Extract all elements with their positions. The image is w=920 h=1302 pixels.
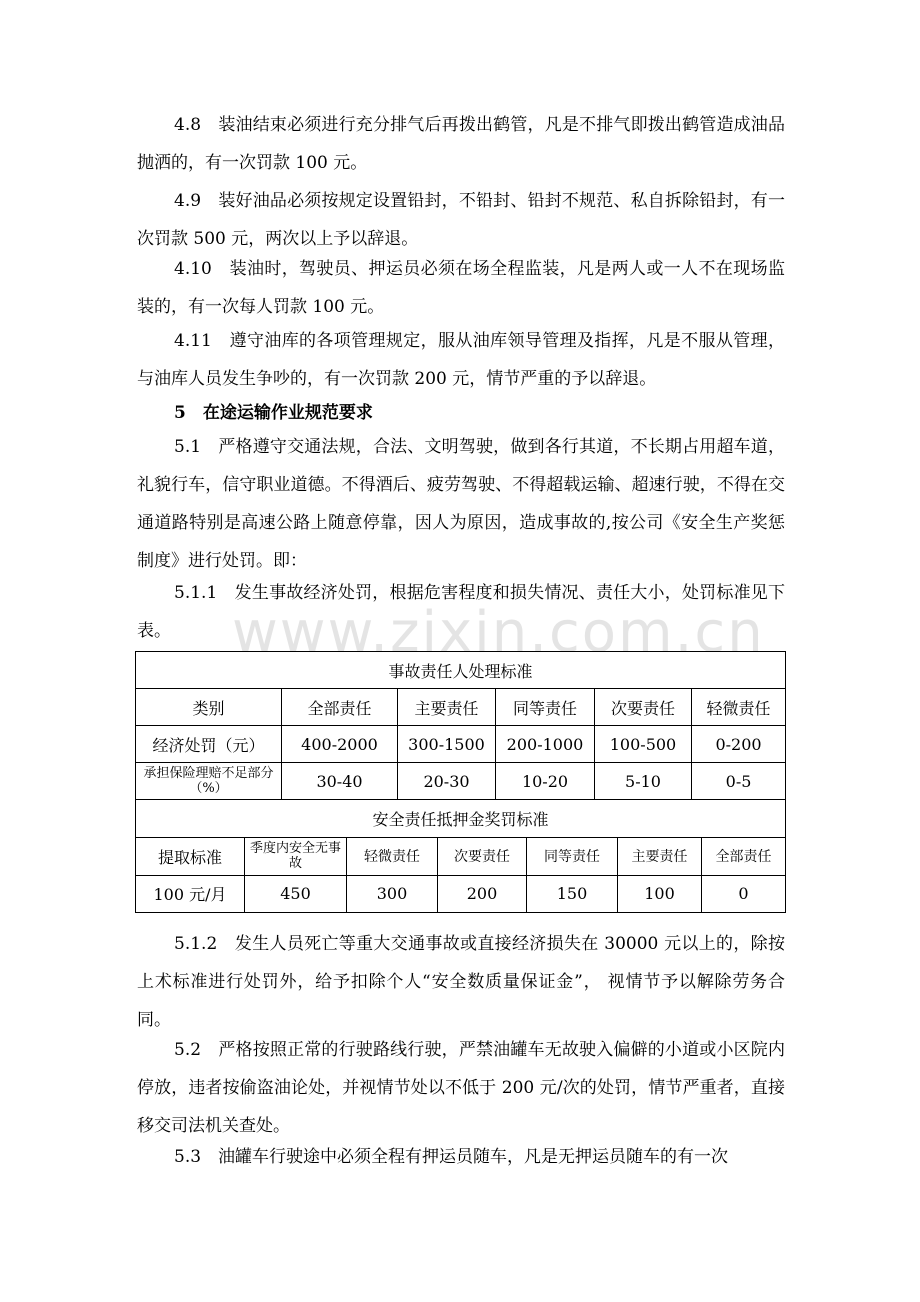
table-title: 安全责任抵押金奖罚标准 (136, 800, 786, 837)
table-cell: 300-1500 (398, 726, 496, 763)
table-cell: 200-1000 (496, 726, 595, 763)
row-label: 经济处罚（元） (136, 726, 282, 763)
table-cell: 150 (527, 875, 618, 912)
safety-deposit-table (135, 800, 786, 913)
table-row (136, 763, 786, 800)
header-cell: 主要责任 (618, 837, 702, 875)
table-cell: 0-5 (692, 763, 786, 800)
table-cell: 5-10 (595, 763, 692, 800)
paragraph-5-1-2: 5.1.2 发生人员死亡等重大交通事故或直接经济损失在 30000 元以上的，除按上术标准进行处罚外，给予扣除个人“安全数质量保证金”， 视情节予以解除劳务合同。 (137, 934, 785, 1030)
header-cell: 轻微责任 (347, 837, 438, 875)
table-cell: 20-30 (398, 763, 496, 800)
table-cell: 0-200 (692, 726, 786, 763)
table-row (136, 875, 786, 912)
header-cell: 主要责任 (398, 689, 496, 726)
header-cell: 同等责任 (527, 837, 618, 875)
table-cell: 450 (245, 875, 347, 912)
table-cell: 30-40 (282, 763, 398, 800)
table-cell: 10-20 (496, 763, 595, 800)
paragraph-5-3: 5.3 油罐车行驶途中必须全程有押运员随车，凡是无押运员随车的有一次 (174, 1147, 729, 1167)
row-label: 100 元/月 (136, 875, 245, 912)
paragraph-4-11: 4.11 遵守油库的各项管理规定，服从油库领导管理及指挥，凡是不服从管理，与油库人员发生争吵的，有一次罚款 200 元，情节严重的予以辞退。 (137, 331, 785, 389)
section-heading-5: 5 在途运输作业规范要求 (174, 403, 373, 423)
paragraph-5-2: 5.2 严格按照正常的行驶路线行驶，严禁油罐车无故驶入偏僻的小道或小区院内停放，违者按偷盗油论处，并视情节处以不低于 200 元/次的处罚，情节严重者，直接移交司法机关查处。 (137, 1040, 785, 1136)
paragraph-5-1: 5.1 严格遵守交通法规，合法、文明驾驶，做到各行其道，不长期占用超车道，礼貌行车，信守职业道德。不得酒后、疲劳驾驶、不得超载运输、超速行驶，不得在交通道路特别是高速公路上随意停靠，因人为原因，造成事故的,按公司《安全生产奖惩制度》进行处罚。即： (137, 437, 785, 571)
header-cell: 提取标准 (136, 837, 245, 875)
header-cell: 次要责任 (438, 837, 527, 875)
table-cell: 0 (702, 875, 786, 912)
watermark: www.zixin.com.cn (232, 600, 765, 665)
header-cell: 轻微责任 (692, 689, 786, 726)
paragraph-4-10: 4.10 装油时，驾驶员、押运员必须在场全程监装，凡是两人或一人不在现场监装的，有一次每人罚款 100 元。 (137, 259, 785, 317)
header-cell: 同等责任 (496, 689, 595, 726)
table-row (136, 726, 786, 763)
table-title: 事故责任人处理标准 (136, 652, 786, 689)
accident-liability-table (135, 651, 786, 800)
table-cell: 400-2000 (282, 726, 398, 763)
table-cell: 200 (438, 875, 527, 912)
header-cell: 次要责任 (595, 689, 692, 726)
table-header-row (136, 837, 786, 875)
row-label: 承担保险理赔不足部分（%） (136, 763, 282, 800)
table-cell: 300 (347, 875, 438, 912)
table-cell: 100 (618, 875, 702, 912)
paragraph-4-8: 4.8 装油结束必须进行充分排气后再拨出鹤管，凡是不排气即拨出鹤管造成油品抛洒的，有一次罚款 100 元。 (137, 115, 785, 173)
header-cell: 季度内安全无事故 (245, 837, 347, 875)
table-header-row (136, 689, 786, 726)
header-cell: 全部责任 (702, 837, 786, 875)
paragraph-5-1-1: 5.1.1 发生事故经济处罚，根据危害程度和损失情况、责任大小，处罚标准见下表。 (137, 583, 785, 641)
header-cell: 类别 (136, 689, 282, 726)
table-cell: 100-500 (595, 726, 692, 763)
header-cell: 全部责任 (282, 689, 398, 726)
paragraph-4-9: 4.9 装好油品必须按规定设置铅封，不铅封、铅封不规范、私自拆除铅封，有一次罚款 500 元，两次以上予以辞退。 (137, 191, 785, 249)
